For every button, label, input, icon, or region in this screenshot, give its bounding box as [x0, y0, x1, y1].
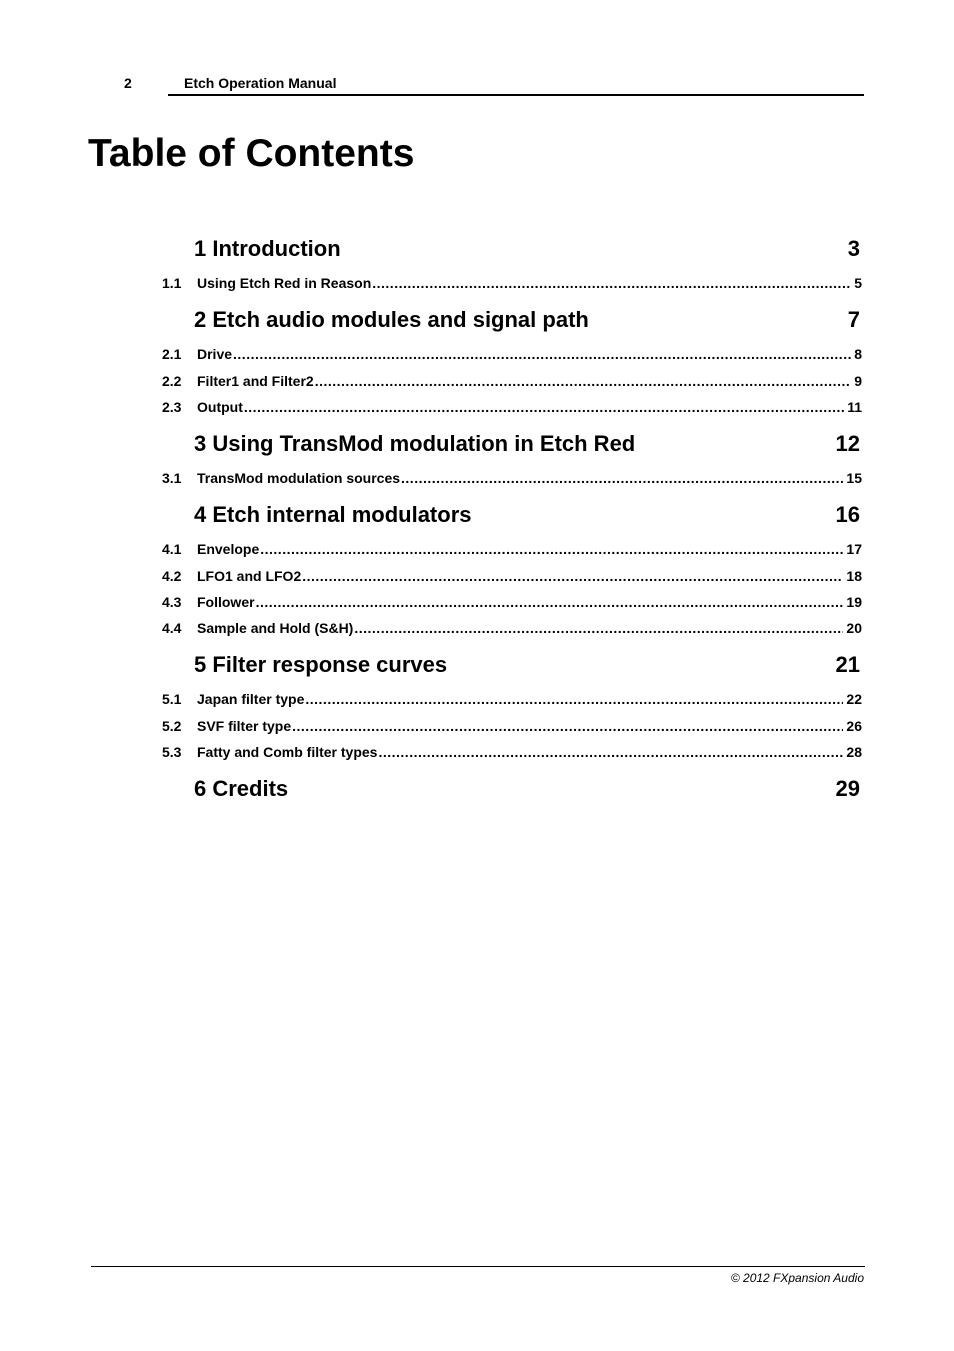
section-number: 3.1: [162, 470, 182, 486]
section-number: 5.2: [162, 718, 182, 734]
section-page: 20: [846, 620, 862, 636]
dot-leader: [401, 470, 843, 486]
dot-leader: [372, 275, 851, 291]
chapter-page: 21: [835, 652, 860, 677]
section-number: 4.1: [162, 541, 182, 557]
toc-chapter[interactable]: [194, 236, 860, 264]
section-title: SVF filter type: [197, 718, 292, 734]
section-page: 11: [847, 399, 862, 415]
footer-rule: [91, 1266, 865, 1267]
section-number: 5.1: [162, 691, 182, 707]
toc-section[interactable]: [162, 568, 862, 586]
section-number: 2.2: [162, 373, 182, 389]
section-number: 1.1: [162, 275, 182, 291]
toc-section[interactable]: [162, 275, 862, 293]
section-title: Sample and Hold (S&H): [197, 620, 354, 636]
dot-leader: [305, 691, 843, 707]
toc-section[interactable]: [162, 373, 862, 391]
chapter-page: 29: [835, 776, 860, 801]
section-title: Envelope: [197, 541, 260, 557]
toc-chapter[interactable]: [194, 652, 860, 680]
section-number: 2.1: [162, 346, 182, 362]
section-page: 5: [854, 275, 862, 291]
dot-leader: [315, 373, 852, 389]
toc-section[interactable]: [162, 691, 862, 709]
section-title: TransMod modulation sources: [197, 470, 401, 486]
toc-chapter[interactable]: [194, 431, 860, 459]
dot-leader: [302, 568, 843, 584]
section-title: Japan filter type: [197, 691, 305, 707]
page-header: [0, 75, 954, 97]
section-page: 15: [846, 470, 862, 486]
section-title: LFO1 and LFO2: [197, 568, 302, 584]
section-page: 9: [854, 373, 862, 389]
section-title: Output: [197, 399, 243, 415]
toc-section[interactable]: [162, 399, 862, 417]
dot-leader: [378, 744, 843, 760]
section-title: Using Etch Red in Reason: [197, 275, 372, 291]
page-number: 2: [124, 75, 132, 91]
toc-section[interactable]: [162, 620, 862, 638]
toc-chapter[interactable]: [194, 502, 860, 530]
dot-leader: [260, 541, 843, 557]
chapter-title: 2 Etch audio modules and signal path: [194, 307, 589, 332]
chapter-title: 3 Using TransMod modulation in Etch Red: [194, 431, 636, 456]
chapter-title: 5 Filter response curves: [194, 652, 448, 677]
section-title: Drive: [197, 346, 233, 362]
toc-section[interactable]: [162, 470, 862, 488]
section-page: 8: [854, 346, 862, 362]
page-title: Table of Contents: [88, 132, 415, 175]
section-page: 28: [846, 744, 862, 760]
toc-section[interactable]: [162, 718, 862, 736]
section-title: Fatty and Comb filter types: [197, 744, 378, 760]
chapter-title: 1 Introduction: [194, 236, 341, 261]
section-page: 18: [846, 568, 862, 584]
section-number: 4.4: [162, 620, 182, 636]
toc-section[interactable]: [162, 744, 862, 762]
toc-section[interactable]: [162, 594, 862, 612]
dot-leader: [354, 620, 843, 636]
chapter-page: 16: [835, 502, 860, 527]
section-title: Follower: [197, 594, 255, 610]
chapter-title: 4 Etch internal modulators: [194, 502, 472, 527]
toc-section[interactable]: [162, 541, 862, 559]
chapter-page: 12: [835, 431, 860, 456]
toc-chapter[interactable]: [194, 307, 860, 335]
footer-copyright: © 2012 FXpansion Audio: [730, 1271, 864, 1285]
running-title: Etch Operation Manual: [184, 75, 337, 91]
dot-leader: [244, 399, 844, 415]
section-page: 26: [846, 718, 862, 734]
chapter-title: 6 Credits: [194, 776, 289, 801]
dot-leader: [233, 346, 851, 362]
section-page: 19: [846, 594, 862, 610]
header-rule: [168, 94, 864, 96]
chapter-page: 3: [847, 236, 860, 261]
section-number: 4.3: [162, 594, 182, 610]
section-number: 4.2: [162, 568, 182, 584]
toc-section[interactable]: [162, 346, 862, 364]
section-title: Filter1 and Filter2: [197, 373, 314, 389]
dot-leader: [256, 594, 844, 610]
section-page: 22: [846, 691, 862, 707]
dot-leader: [292, 718, 843, 734]
chapter-page: 7: [847, 307, 860, 332]
toc-chapter[interactable]: [194, 776, 860, 804]
section-number: 5.3: [162, 744, 182, 760]
section-page: 17: [846, 541, 862, 557]
section-number: 2.3: [162, 399, 182, 415]
